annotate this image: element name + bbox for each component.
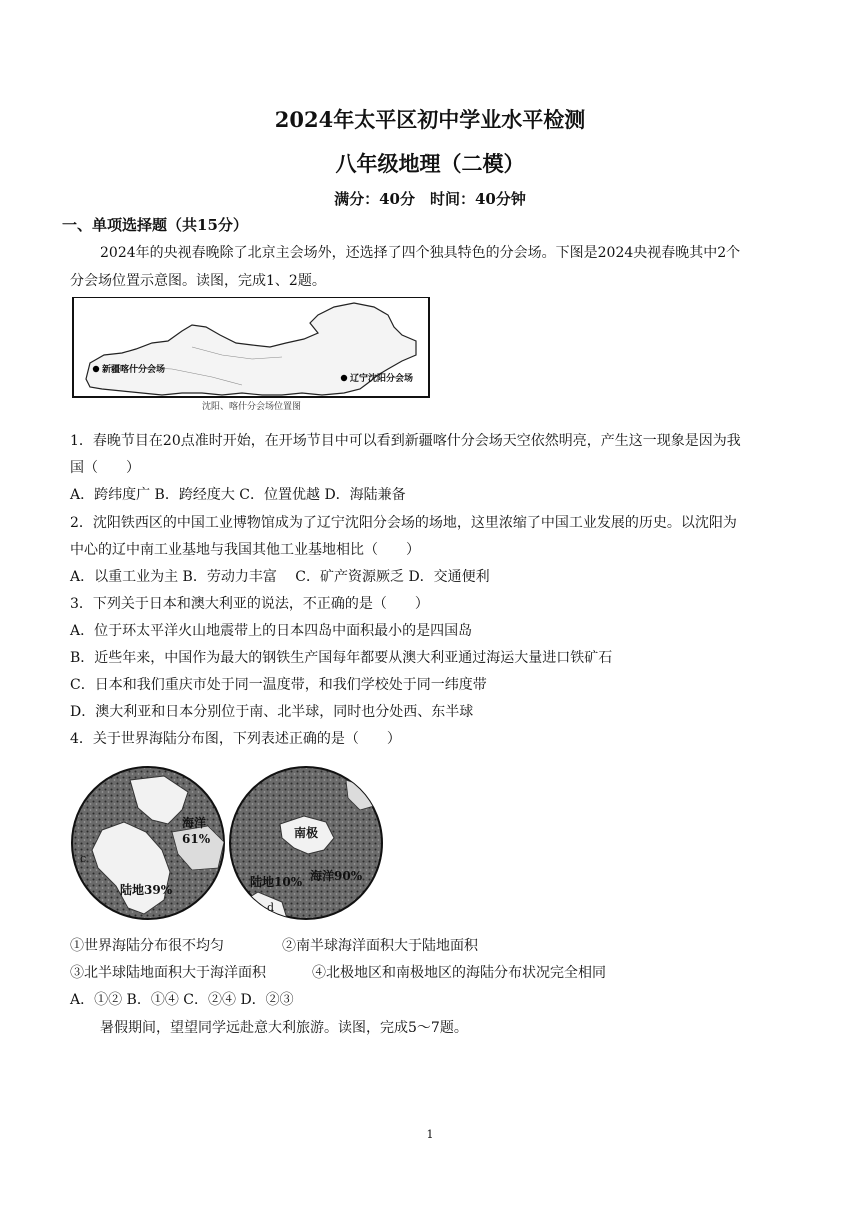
q3-option-a: A．位于环太平洋火山地震带上的日本四岛中面积最小的是四国岛 (70, 623, 473, 639)
q4-statement-4: ④北极地区和南极地区的海陆分布状况完全相同 (312, 965, 606, 981)
globe1-ocean-label: 海洋 (182, 816, 207, 830)
q2-stem-1: 2．沈阳铁西区的中国工业博物馆成为了辽宁沈阳分会场的场地，这里浓缩了中国工业发展的历史。以沈阳为 (70, 515, 737, 531)
q2-stem-2: 中心的辽中南工业基地与我国其他工业基地相比（ ） (70, 542, 420, 558)
globe1-letter: c (80, 852, 87, 865)
intro-line-1: 2024年的央视春晚除了北京主会场外，还选择了四个独具特色的分会场。下图是2024央视春晚其中2个 (100, 245, 741, 261)
shenyang-marker (341, 375, 347, 381)
q5-7-intro: 暑假期间，望望同学远赴意大利旅游。读图，完成5～7题。 (100, 1020, 468, 1036)
q1-stem-1: 1．春晚节目在20点准时开始，在开场节目中可以看到新疆喀什分会场天空依然明亮，产生这一现象是因为我 (70, 433, 741, 449)
q4-statement-3: ③北半球陆地面积大于海洋面积 (70, 965, 266, 981)
intro-line-2: 分会场位置示意图。读图，完成1、2题。 (70, 273, 326, 289)
exam-title: 2024年太平区初中学业水平检测 (274, 107, 586, 132)
section-heading: 一、单项选择题（共15分） (62, 216, 248, 234)
venue-location-map (72, 297, 432, 415)
q3-stem: 3．下列关于日本和澳大利亚的说法，不正确的是（ ） (70, 596, 429, 612)
q3-option-b: B．近些年来，中国作为最大的钢铁生产国每年都要从澳大利亚通过海运大量进口铁矿石 (70, 650, 613, 666)
south-pole-label: 南极 (294, 826, 319, 840)
globe2-letter: d (267, 901, 275, 914)
q1-options: A．跨纬度广 B．跨经度大 C．位置优越 D．海陆兼备 (70, 487, 406, 503)
q4-statement-2: ②南半球海洋面积大于陆地面积 (282, 938, 478, 954)
q4-statement-1: ①世界海陆分布很不均匀 (70, 938, 224, 954)
q4-stem: 4．关于世界海陆分布图，下列表述正确的是（ ） (70, 731, 401, 747)
map-caption: 沈阳、喀什分会场位置图 (202, 402, 302, 412)
globe2-ocean-label: 海洋90% (310, 869, 363, 883)
kashgar-label: 新疆喀什分会场 (102, 365, 166, 375)
kashgar-marker (93, 366, 99, 372)
q4-options: A．①② B．①④ C．②④ D．②③ (70, 992, 294, 1008)
q3-option-d: D．澳大利亚和日本分别位于南、北半球，同时也分处西、东半球 (70, 704, 474, 720)
page-number: 1 (426, 1128, 434, 1141)
southern-hemisphere-globe (230, 767, 382, 926)
q1-stem-2: 国（ ） (70, 460, 140, 476)
northern-hemisphere-globe (72, 767, 224, 919)
globe1-land-label: 陆地39% (120, 883, 173, 897)
shenyang-label: 辽宁沈阳分会场 (350, 374, 414, 384)
q3-option-c: C．日本和我们重庆市处于同一温度带，和我们学校处于同一纬度带 (70, 677, 487, 693)
globe1-ocean-pct: 61% (182, 832, 211, 846)
globe2-land-label: 陆地10% (250, 875, 303, 889)
exam-subtitle: 八年级地理（二模） (335, 151, 525, 176)
score-time: 满分：40分 时间：40分钟 (334, 190, 526, 208)
q2-options: A．以重工业为主 B．劳动力丰富 C．矿产资源厥乏 D．交通便利 (70, 569, 490, 585)
land-sea-globes (68, 758, 388, 928)
